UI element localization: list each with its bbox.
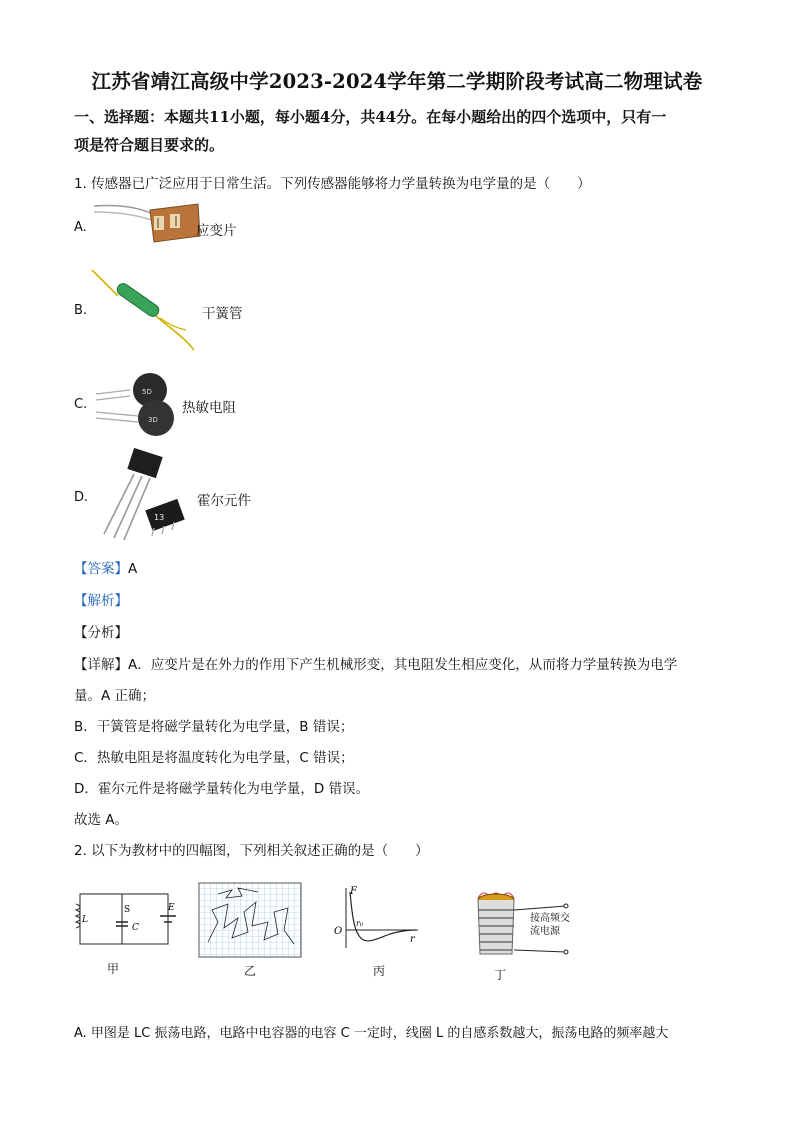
label-c: C <box>132 923 139 933</box>
option-a-label: 应变片 <box>196 223 237 239</box>
svg-text:13: 13 <box>154 513 165 522</box>
detail-line-1 <box>74 653 677 673</box>
option-a-letter: A. <box>74 220 87 235</box>
label-f: F <box>350 886 357 897</box>
coil-label-line1: 接高频交 <box>530 913 570 924</box>
coil-label <box>530 912 594 938</box>
detail-line-2: 量。A 正确； <box>74 688 156 704</box>
caption-yi: 乙 <box>243 964 256 978</box>
reed-switch-icon <box>90 266 200 354</box>
analysis-tag: 【解析】 <box>74 593 128 609</box>
question-1-stem: 1. 传感器已广泛应用于日常生活。下列传感器能够将力学量转换为电学量的是（ ） <box>74 176 591 192</box>
option-b-letter: B. <box>74 303 88 318</box>
coil-label-line2: 流电源 <box>530 926 560 937</box>
option-c-letter: C. <box>74 397 88 412</box>
option-d-letter: D. <box>74 490 89 505</box>
svg-text:3D: 3D <box>148 416 158 424</box>
detail-tag: 【详解】 <box>74 657 128 673</box>
caption-jia: 甲 <box>106 962 119 976</box>
section-heading-line2: 项是符合题目要求的。 <box>74 136 225 154</box>
page-title: 江苏省靖江高级中学2023-2024学年第二学期阶段考试高二物理试卷 <box>91 70 703 93</box>
detail-b: B．干簧管是将磁学量转化为电学量，B 错误； <box>74 719 354 735</box>
answer-value: A <box>128 561 138 577</box>
detail-d: D．霍尔元件是将磁学量转化为电学量，D 错误。 <box>74 781 370 797</box>
question-2-stem: 2. 以下为教材中的四幅图，下列相关叙述正确的是（ ） <box>74 843 429 859</box>
answer-tag: 【答案】 <box>74 561 128 577</box>
fenxi-tag: 【分析】 <box>74 625 128 641</box>
label-r0: r₀ <box>356 919 364 928</box>
brownian-motion-figure <box>198 882 302 958</box>
section-heading-line1: 一、选择题：本题共11小题，每小题4分，共44分。在每小题给出的四个选项中，只有一 <box>74 108 667 126</box>
caption-bing: 丙 <box>372 964 385 978</box>
label-o: O <box>334 926 343 937</box>
thermistor-icon <box>94 372 194 438</box>
answer-line <box>74 557 137 577</box>
option-c-label: 热敏电阻 <box>182 400 236 416</box>
label-r: r <box>410 934 415 945</box>
hall-element-icon <box>90 448 190 544</box>
question-2-option-a: A. 甲图是 LC 振荡电路，电路中电容器的电容 C 一定时，线圈 L 的自感系数越大，振荡电路的频率越大 <box>74 1026 669 1041</box>
strain-gauge-icon <box>92 198 202 248</box>
caption-ding: 丁 <box>493 968 506 982</box>
label-s: S <box>124 905 131 915</box>
svg-text:5D: 5D <box>142 388 152 396</box>
label-l: L <box>82 915 88 925</box>
option-b-label: 干簧管 <box>202 306 243 322</box>
molecular-force-figure <box>330 884 422 952</box>
label-e: E <box>168 903 175 913</box>
option-d-label: 霍尔元件 <box>197 493 251 509</box>
detail-c: C．热敏电阻是将温度转化为电学量，C 错误； <box>74 750 354 766</box>
conclusion: 故选 A。 <box>74 812 129 828</box>
lc-circuit-figure <box>70 886 180 952</box>
detail-text-a: A．应变片是在外力的作用下产生机械形变，其电阻发生相应变化，从而将力学量转换为电学 <box>128 657 678 673</box>
